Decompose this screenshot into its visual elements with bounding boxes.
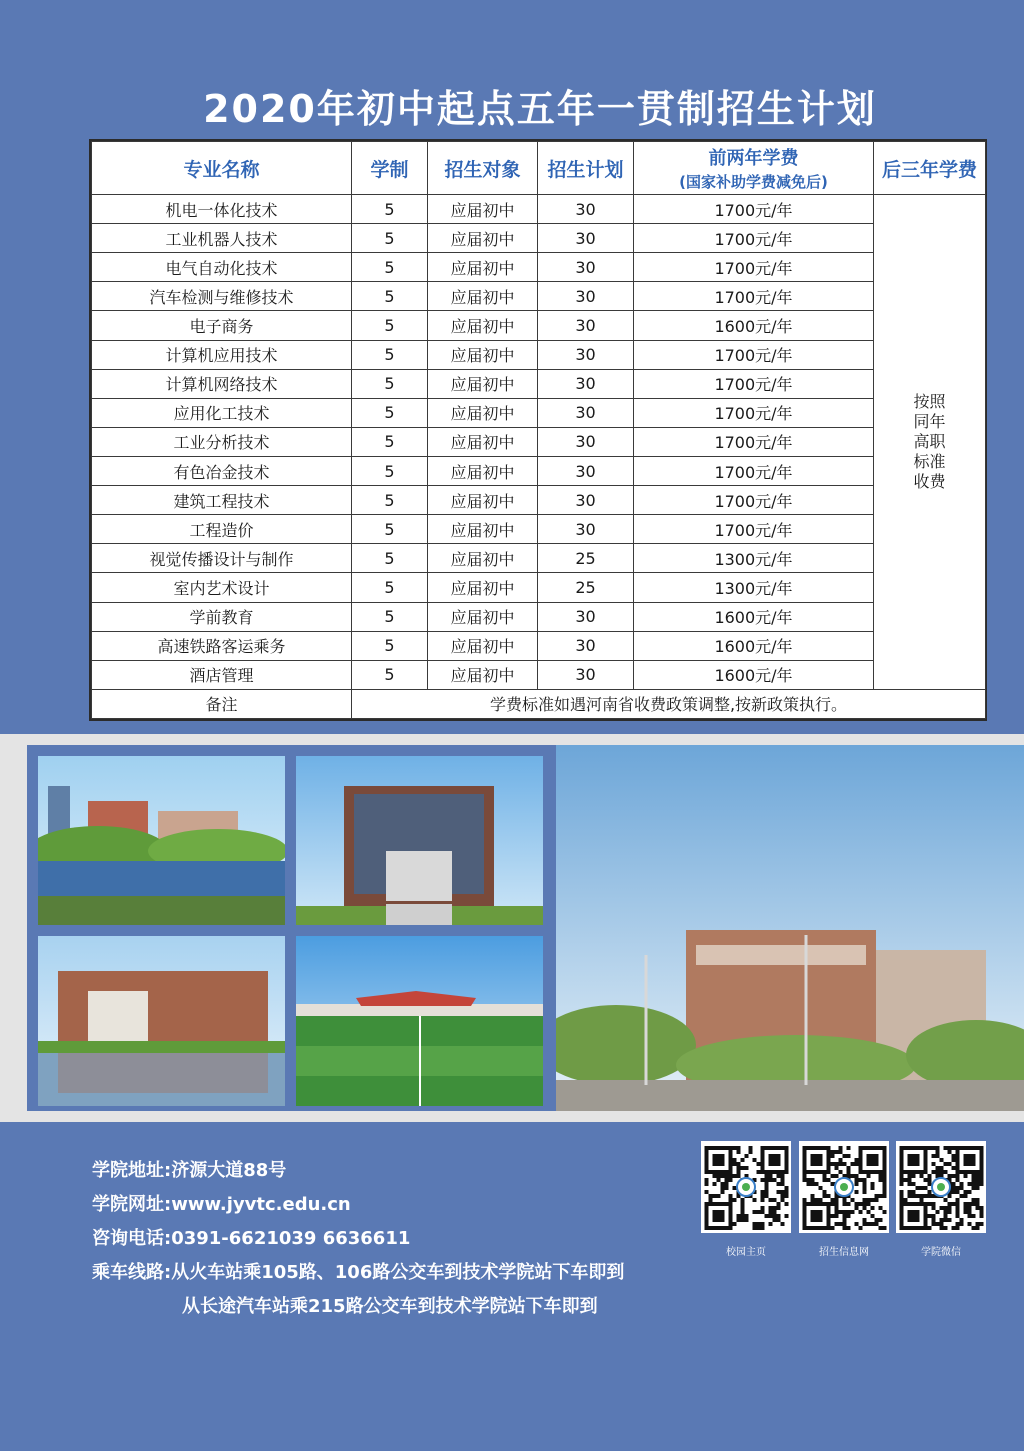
cell-plan: 30: [538, 311, 634, 340]
cell-duration: 5: [352, 515, 428, 544]
cell-fee: 1600元/年: [634, 602, 874, 631]
table-row: [92, 602, 986, 631]
library-reflection-image: [38, 936, 285, 1106]
cell-duration: 5: [352, 311, 428, 340]
table-row: [92, 544, 986, 573]
cell-major: 工程造价: [92, 515, 352, 544]
remark-text: 学费标准如遇河南省收费政策调整,按新政策执行。: [352, 689, 986, 718]
cell-fee: 1300元/年: [634, 544, 874, 573]
table-row: [92, 195, 986, 224]
main-building-image: [296, 756, 543, 925]
table-row: [92, 340, 986, 369]
cell-duration: 5: [352, 660, 428, 689]
sports-field-photo: [296, 936, 543, 1106]
cell-target: 应届初中: [428, 282, 538, 311]
qr-code-icon: [701, 1141, 791, 1233]
cell-target: 应届初中: [428, 427, 538, 456]
footer-phone: 咨询电话:0391-6621039 6636611: [92, 1228, 411, 1249]
cell-fee: 1600元/年: [634, 311, 874, 340]
cell-plan: 30: [538, 282, 634, 311]
qr-label-wechat: 学院微信: [921, 1247, 961, 1258]
cell-later-fee: [874, 195, 986, 690]
cell-target: 应届初中: [428, 602, 538, 631]
cell-fee: 1600元/年: [634, 631, 874, 660]
table-row: [92, 369, 986, 398]
footer-route-2: 从长途汽车站乘215路公交车到技术学院站下车即到: [182, 1296, 598, 1317]
qr-code-icon: [799, 1141, 889, 1233]
cell-major: 工业分析技术: [92, 427, 352, 456]
cell-fee: 1700元/年: [634, 340, 874, 369]
table-row: [92, 398, 986, 427]
table-row: [92, 573, 986, 602]
cell-duration: 5: [352, 427, 428, 456]
cell-fee: 1700元/年: [634, 486, 874, 515]
campus-wide-photo: [556, 745, 1024, 1111]
table-row: [92, 660, 986, 689]
cell-duration: 5: [352, 224, 428, 253]
campus-lake-image: [38, 756, 285, 925]
cell-target: 应届初中: [428, 456, 538, 485]
header-duration: 学制: [352, 142, 428, 195]
footer-website: 学院网址:www.jyvtc.edu.cn: [92, 1194, 351, 1215]
cell-major: 计算机网络技术: [92, 369, 352, 398]
table-header-row: [92, 142, 986, 195]
cell-target: 应届初中: [428, 631, 538, 660]
cell-duration: 5: [352, 282, 428, 311]
cell-fee: 1600元/年: [634, 660, 874, 689]
cell-plan: 30: [538, 195, 634, 224]
cell-target: 应届初中: [428, 195, 538, 224]
table-row: [92, 311, 986, 340]
later-fee-note: 按照同年高职标准收费: [913, 391, 946, 491]
cell-plan: 30: [538, 398, 634, 427]
cell-fee: 1700元/年: [634, 515, 874, 544]
cell-major: 工业机器人技术: [92, 224, 352, 253]
cell-major: 酒店管理: [92, 660, 352, 689]
cell-target: 应届初中: [428, 369, 538, 398]
header-fee-first: [634, 142, 874, 195]
cell-major: 有色冶金技术: [92, 456, 352, 485]
cell-target: 应届初中: [428, 515, 538, 544]
cell-target: 应届初中: [428, 398, 538, 427]
cell-duration: 5: [352, 253, 428, 282]
qr-code-icon: [896, 1141, 986, 1233]
cell-target: 应届初中: [428, 311, 538, 340]
cell-plan: 30: [538, 602, 634, 631]
table-row: [92, 282, 986, 311]
cell-fee: 1700元/年: [634, 398, 874, 427]
cell-plan: 30: [538, 631, 634, 660]
cell-fee: 1700元/年: [634, 224, 874, 253]
qr-code-wechat: [896, 1141, 986, 1233]
cell-duration: 5: [352, 544, 428, 573]
cell-plan: 30: [538, 515, 634, 544]
cell-major: 汽车检测与维修技术: [92, 282, 352, 311]
cell-target: 应届初中: [428, 253, 538, 282]
cell-fee: 1700元/年: [634, 195, 874, 224]
cell-major: 学前教育: [92, 602, 352, 631]
remark-label: 备注: [92, 689, 352, 718]
cell-major: 应用化工技术: [92, 398, 352, 427]
cell-target: 应届初中: [428, 573, 538, 602]
cell-major: 室内艺术设计: [92, 573, 352, 602]
photo-panel: [27, 745, 1024, 1111]
cell-plan: 25: [538, 544, 634, 573]
library-reflection-photo: [38, 936, 285, 1106]
cell-plan: 25: [538, 573, 634, 602]
cell-major: 机电一体化技术: [92, 195, 352, 224]
sports-field-image: [296, 936, 543, 1106]
cell-major: 高速铁路客运乘务: [92, 631, 352, 660]
cell-plan: 30: [538, 427, 634, 456]
cell-major: 建筑工程技术: [92, 486, 352, 515]
cell-major: 计算机应用技术: [92, 340, 352, 369]
cell-target: 应届初中: [428, 340, 538, 369]
main-building-photo: [296, 756, 543, 925]
table-row: [92, 486, 986, 515]
cell-fee: 1300元/年: [634, 573, 874, 602]
header-major: 专业名称: [92, 142, 352, 195]
cell-duration: 5: [352, 573, 428, 602]
table-row: [92, 456, 986, 485]
header-target: 招生对象: [428, 142, 538, 195]
cell-duration: 5: [352, 340, 428, 369]
qr-label-admissions: 招生信息网: [819, 1247, 869, 1258]
table-row: [92, 224, 986, 253]
cell-fee: 1700元/年: [634, 456, 874, 485]
cell-plan: 30: [538, 253, 634, 282]
cell-major: 视觉传播设计与制作: [92, 544, 352, 573]
cell-plan: 30: [538, 456, 634, 485]
cell-duration: 5: [352, 602, 428, 631]
cell-duration: 5: [352, 486, 428, 515]
cell-target: 应届初中: [428, 660, 538, 689]
footer-route-1: 乘车线路:从火车站乘105路、106路公交车到技术学院站下车即到: [92, 1262, 625, 1283]
cell-target: 应届初中: [428, 486, 538, 515]
cell-fee: 1700元/年: [634, 427, 874, 456]
cell-duration: 5: [352, 398, 428, 427]
cell-plan: 30: [538, 224, 634, 253]
campus-lake-photo: [38, 756, 285, 925]
header-fee-first-sub: (国家补助学费减免后): [679, 173, 828, 191]
enrollment-table: [89, 139, 987, 721]
qr-code-homepage: [701, 1141, 791, 1233]
cell-fee: 1700元/年: [634, 282, 874, 311]
remark-row: [92, 689, 986, 718]
cell-plan: 30: [538, 660, 634, 689]
campus-wide-image: [556, 745, 1024, 1111]
header-plan: 招生计划: [538, 142, 634, 195]
cell-fee: 1700元/年: [634, 369, 874, 398]
cell-target: 应届初中: [428, 224, 538, 253]
page-title: 2020年初中起点五年一贯制招生计划: [203, 87, 877, 131]
cell-plan: 30: [538, 486, 634, 515]
header-fee-later: 后三年学费: [874, 142, 986, 195]
cell-duration: 5: [352, 456, 428, 485]
cell-fee: 1700元/年: [634, 253, 874, 282]
table-row: [92, 253, 986, 282]
qr-label-homepage: 校园主页: [726, 1247, 766, 1258]
cell-target: 应届初中: [428, 544, 538, 573]
qr-code-admissions: [799, 1141, 889, 1233]
cell-duration: 5: [352, 369, 428, 398]
cell-major: 电气自动化技术: [92, 253, 352, 282]
cell-duration: 5: [352, 631, 428, 660]
cell-duration: 5: [352, 195, 428, 224]
table-row: [92, 631, 986, 660]
header-fee-first-main: 前两年学费: [708, 148, 799, 169]
footer-address: 学院地址:济源大道88号: [92, 1160, 287, 1181]
cell-major: 电子商务: [92, 311, 352, 340]
cell-plan: 30: [538, 340, 634, 369]
cell-plan: 30: [538, 369, 634, 398]
table-row: [92, 515, 986, 544]
table-row: [92, 427, 986, 456]
